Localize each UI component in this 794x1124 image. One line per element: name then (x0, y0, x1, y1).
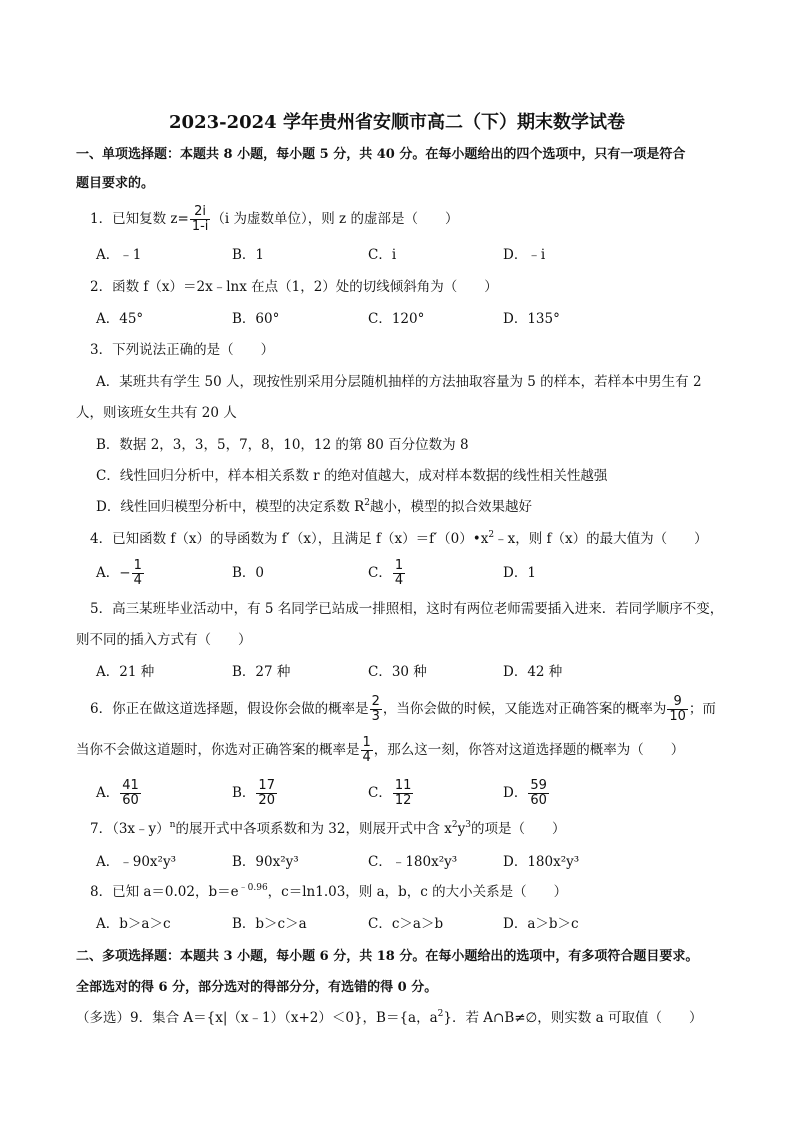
q7-stem-exponent-n: n (169, 820, 176, 830)
q4-option-a (96, 558, 145, 588)
q6-option-c (368, 778, 414, 808)
q6-option-c-numerator: 11 (394, 778, 412, 794)
q4-option-c-label: C． (368, 565, 392, 581)
section2-header-line1: 二、多项选择题：本题共 3 小题，每小题 6 分，共 18 分。在每小题给出的选项中，有多项符合题目要求。 (76, 949, 699, 964)
q1-option-b: B．1 (232, 247, 265, 263)
q7-stem-part-b: 的展开式中各项系数和为 32，则展开式中含 x (175, 821, 452, 837)
q3-option-d-superscript: 2 (364, 498, 371, 508)
q6-option-c-denominator: 12 (394, 793, 412, 808)
q6-fraction-2 (667, 695, 688, 723)
q1-stem-part-b: （i 为虚数单位），则 z 的虚部是（ ） (211, 211, 459, 227)
q1-fraction-numerator: 2i (190, 205, 211, 220)
q5-option-c: C．30 种 (368, 664, 427, 680)
q6-option-b-label: B． (232, 785, 256, 801)
q6-fraction-2-denominator: 10 (669, 709, 686, 724)
q4-option-a-denominator: 4 (133, 573, 142, 588)
q7-option-c: C．﹣180x²y³ (368, 854, 458, 870)
q7-stem-exponent-1: 2 (451, 820, 458, 830)
q6-option-d-label: D． (503, 785, 528, 801)
question-5-line2: 则不同的插入方式有（ ） (76, 632, 252, 648)
q6-fraction-2-numerator: 9 (667, 695, 688, 710)
q3-option-d (96, 498, 533, 515)
q6-option-c-label: C． (368, 785, 392, 801)
q7-option-b: B．90x²y³ (232, 854, 299, 870)
q6-option-a-label: A． (96, 785, 120, 801)
q1-option-c: C．i (368, 247, 397, 263)
question-7-stem (90, 820, 566, 837)
q7-stem-part-a: 7．（3x﹣y） (90, 821, 170, 837)
q1-stem-part-a: 1．已知复数 z= (90, 211, 189, 227)
q4-option-b: B．0 (232, 565, 265, 581)
section1-header-line1: 一、单项选择题：本题共 8 小题，每小题 5 分，共 40 分。在每小题给出的四个选项中，只有一项是符合 (76, 147, 686, 162)
q8-stem-part-a: 8．已知 a＝0.02，b＝e (90, 884, 239, 900)
q9-stem-part-b: }．若 A∩B≠∅，则实数 a 可取值（ ） (443, 1010, 703, 1026)
question-3-stem: 3．下列说法正确的是（ ） (90, 342, 275, 358)
q6-option-d-numerator: 59 (530, 778, 547, 794)
q4-stem-superscript: 2 (488, 530, 495, 540)
q8-option-d: D．a＞b＞c (503, 916, 579, 932)
q6-line1-part-b: ，当你会做的时候，又能选对正确答案的概率为 (382, 701, 667, 717)
question-4-stem (90, 530, 708, 547)
question-6-line1 (90, 693, 716, 725)
q6-option-a (96, 778, 142, 808)
section1-header-line2: 题目要求的。 (76, 176, 155, 191)
q6-option-d-fraction (528, 779, 549, 807)
q4-option-a-sign: − (119, 565, 131, 581)
q9-stem-part-a: （多选）9．集合 A＝{x|（x﹣1）（x+2）＜0}，B＝{a，a (76, 1010, 438, 1026)
q8-option-b: B．b＞c＞a (232, 916, 307, 932)
exam-title: 2023-2024 学年贵州省安顺市高二（下）期末数学试卷 (169, 112, 625, 133)
q2-option-b: B．60° (232, 311, 280, 327)
q4-option-c (368, 558, 406, 588)
q6-line2-part-b: ，那么这一刻，你答对这道选择题的概率为（ ） (373, 742, 685, 758)
q6-option-b-denominator: 20 (258, 793, 275, 808)
q3-option-c: C．线性回归分析中，样本相关系数 r 的绝对值越大，成对样本数据的线性相关性越强 (96, 468, 608, 484)
q6-option-a-fraction (120, 779, 141, 807)
q4-stem-part-b: ﹣x，则 f（x）的最大值为（ ） (494, 531, 708, 547)
section2-header-line2: 全部选对的得 6 分，部分选对的得部分分，有选错的得 0 分。 (76, 980, 438, 995)
q3-option-b: B．数据 2，3，3，5，7，8，10，12 的第 80 百分位数为 8 (96, 437, 469, 453)
q4-option-c-fraction (393, 559, 405, 587)
q6-fraction-1-denominator: 3 (371, 709, 380, 724)
q4-option-a-numerator: 1 (133, 558, 142, 574)
q2-option-d: D．135° (503, 311, 560, 327)
question-8-stem (90, 883, 568, 900)
q4-stem-part-a: 4．已知函数 f（x）的导函数为 f′（x），且满足 f（x）＝f′（0）•x (90, 531, 489, 547)
q6-line1-part-a: 6．你正在做这道选择题，假设你会做的概率是 (90, 701, 369, 717)
q3-option-a-line1: A．某班共有学生 50 人，现按性别采用分层随机抽样的方法抽取容量为 5 的样本，若样本中男生有 2 (96, 374, 702, 390)
q1-option-d: D．﹣i (503, 247, 546, 263)
q6-option-c-fraction (393, 779, 414, 807)
q6-line2-part-a: 当你不会做这道题时，你选对正确答案的概率是 (76, 742, 360, 758)
q6-option-a-numerator: 41 (122, 778, 139, 794)
q9-stem-superscript: 2 (437, 1009, 444, 1019)
q5-option-a: A．21 种 (96, 664, 155, 680)
q8-option-c: C．c＞a＞b (368, 916, 444, 932)
q6-line1-part-c: ；而 (688, 701, 716, 717)
q8-option-a: A．b＞a＞c (96, 916, 171, 932)
q6-option-d-denominator: 60 (530, 793, 547, 808)
q5-option-d: D．42 种 (503, 664, 563, 680)
question-9-stem (76, 1009, 703, 1026)
q7-option-d: D．180x²y³ (503, 854, 580, 870)
q6-fraction-1-numerator: 2 (371, 694, 380, 710)
q4-option-c-numerator: 1 (394, 558, 404, 574)
q8-stem-part-b: ，c＝ln1.03，则 a，b，c 的大小关系是（ ） (267, 884, 568, 900)
q4-option-a-label: A． (96, 565, 120, 581)
q1-option-a: A．﹣1 (96, 247, 142, 263)
question-5-line1: 5．高三某班毕业活动中，有 5 名同学已站成一排照相，这时有两位老师需要插入进来．若同学顺序不变， (90, 601, 724, 617)
q6-option-b-numerator: 17 (258, 778, 275, 794)
q6-fraction-3-denominator: 4 (362, 750, 371, 765)
q4-option-d: D．1 (503, 565, 536, 581)
q6-fraction-3-numerator: 1 (362, 735, 371, 751)
q5-option-b: B．27 种 (232, 664, 291, 680)
q7-stem-exponent-2: 3 (465, 820, 471, 830)
q4-option-c-denominator: 4 (394, 573, 404, 588)
q1-fraction-denominator: 1-i (191, 219, 209, 234)
q6-fraction-1 (370, 695, 382, 723)
q6-fraction-3 (361, 736, 373, 764)
q8-stem-exponent: ﹣0.96 (238, 883, 268, 893)
q6-option-d (503, 778, 550, 808)
q7-stem-part-c: y (457, 821, 466, 837)
q6-option-b (232, 778, 278, 808)
q3-option-d-part-a: D．线性回归模型分析中，模型的决定系数 R (96, 499, 365, 515)
q3-option-d-part-b: 越小，模型的拟合效果越好 (370, 499, 533, 515)
q2-option-a: A．45° (96, 311, 144, 327)
q7-option-a: A．﹣90x²y³ (96, 854, 176, 870)
q4-option-a-fraction (132, 559, 144, 587)
q7-stem-part-d: 的项是（ ） (470, 821, 566, 837)
question-6-line2 (76, 734, 684, 766)
q3-option-a-line2: 人，则该班女生共有 20 人 (76, 405, 237, 421)
q2-option-c: C．120° (368, 311, 425, 327)
question-1-stem (90, 205, 458, 234)
q1-fraction (190, 205, 211, 233)
q6-option-a-denominator: 60 (122, 793, 139, 808)
q6-option-b-fraction (256, 779, 277, 807)
question-2-stem: 2．函数 f（x）＝2x﹣lnx 在点（1，2）处的切线倾斜角为（ ） (90, 279, 498, 295)
